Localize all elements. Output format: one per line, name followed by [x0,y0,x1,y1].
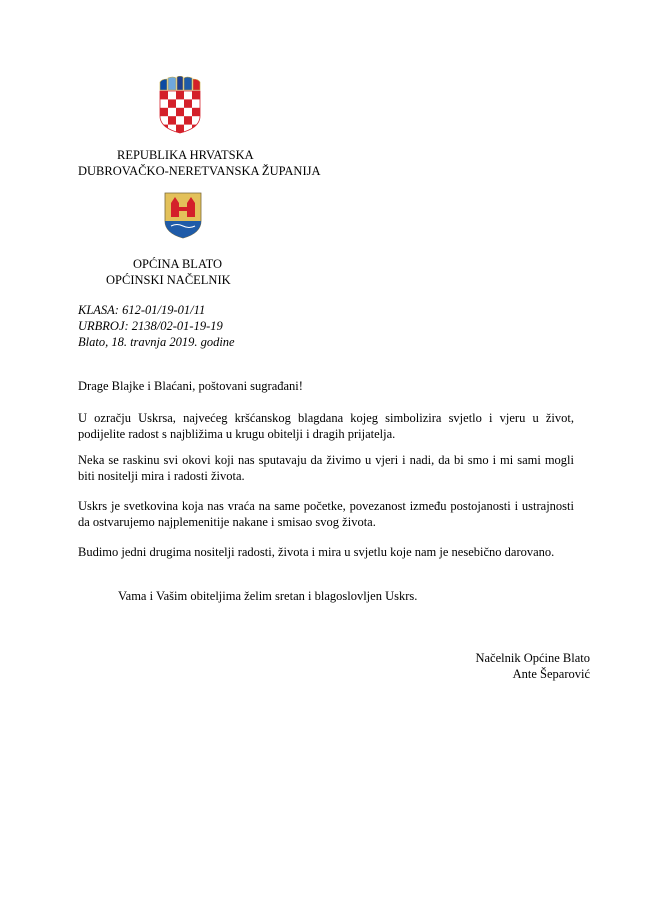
place-date-line: Blato, 18. travnja 2019. godine [78,335,235,349]
office-name: OPĆINSKI NAČELNIK [106,273,231,287]
easter-wish: Vama i Vašim obiteljima želim sretan i blagoslovljen Uskrs. [118,589,418,603]
document-meta [78,302,235,350]
country-name: REPUBLIKA HRVATSKA [117,148,254,162]
signature-name: Ante Šeparović [512,667,590,681]
urbroj-line: URBROJ: 2138/02-01-19-19 [78,319,223,333]
paragraph-4: Budimo jedni drugima nositelji radosti, života i mira u svjetlu koje nam je nesebično darovano. [78,545,555,559]
municipality-name: OPĆINA BLATO [133,257,223,271]
signature-title: Načelnik Općine Blato [475,651,590,665]
paragraph-3: Uskrs je svetkovina koja nas vraća na same početke, povezanost između postojanosti i ustrajnosti da ostvarujemo najplemenitije nakane i smisao svog života. [78,499,574,529]
paragraph-1: U ozračju Uskrsa, najvećeg kršćanskog blagdana kojeg simbolizira svjetlo i vjeru u život, podijelite radost s najbližima u krugu obitelji i dragih prijatelja. [78,411,574,441]
blato-coat-of-arms-icon [163,191,203,240]
signature-block [475,650,590,682]
croatian-coat-of-arms-icon [158,76,202,134]
greeting: Drage Blajke i Blaćani, poštovani sugrađani! [78,379,303,393]
klasa-line: KLASA: 612-01/19-01/11 [78,303,206,317]
paragraph-2: Neka se raskinu svi okovi koji nas sputavaju da živimo u vjeri i nadi, da bi smo i mi sami mogli biti nositelji mira i radosti života. [78,453,574,483]
county-name: DUBROVAČKO-NERETVANSKA ŽUPANIJA [78,164,321,178]
